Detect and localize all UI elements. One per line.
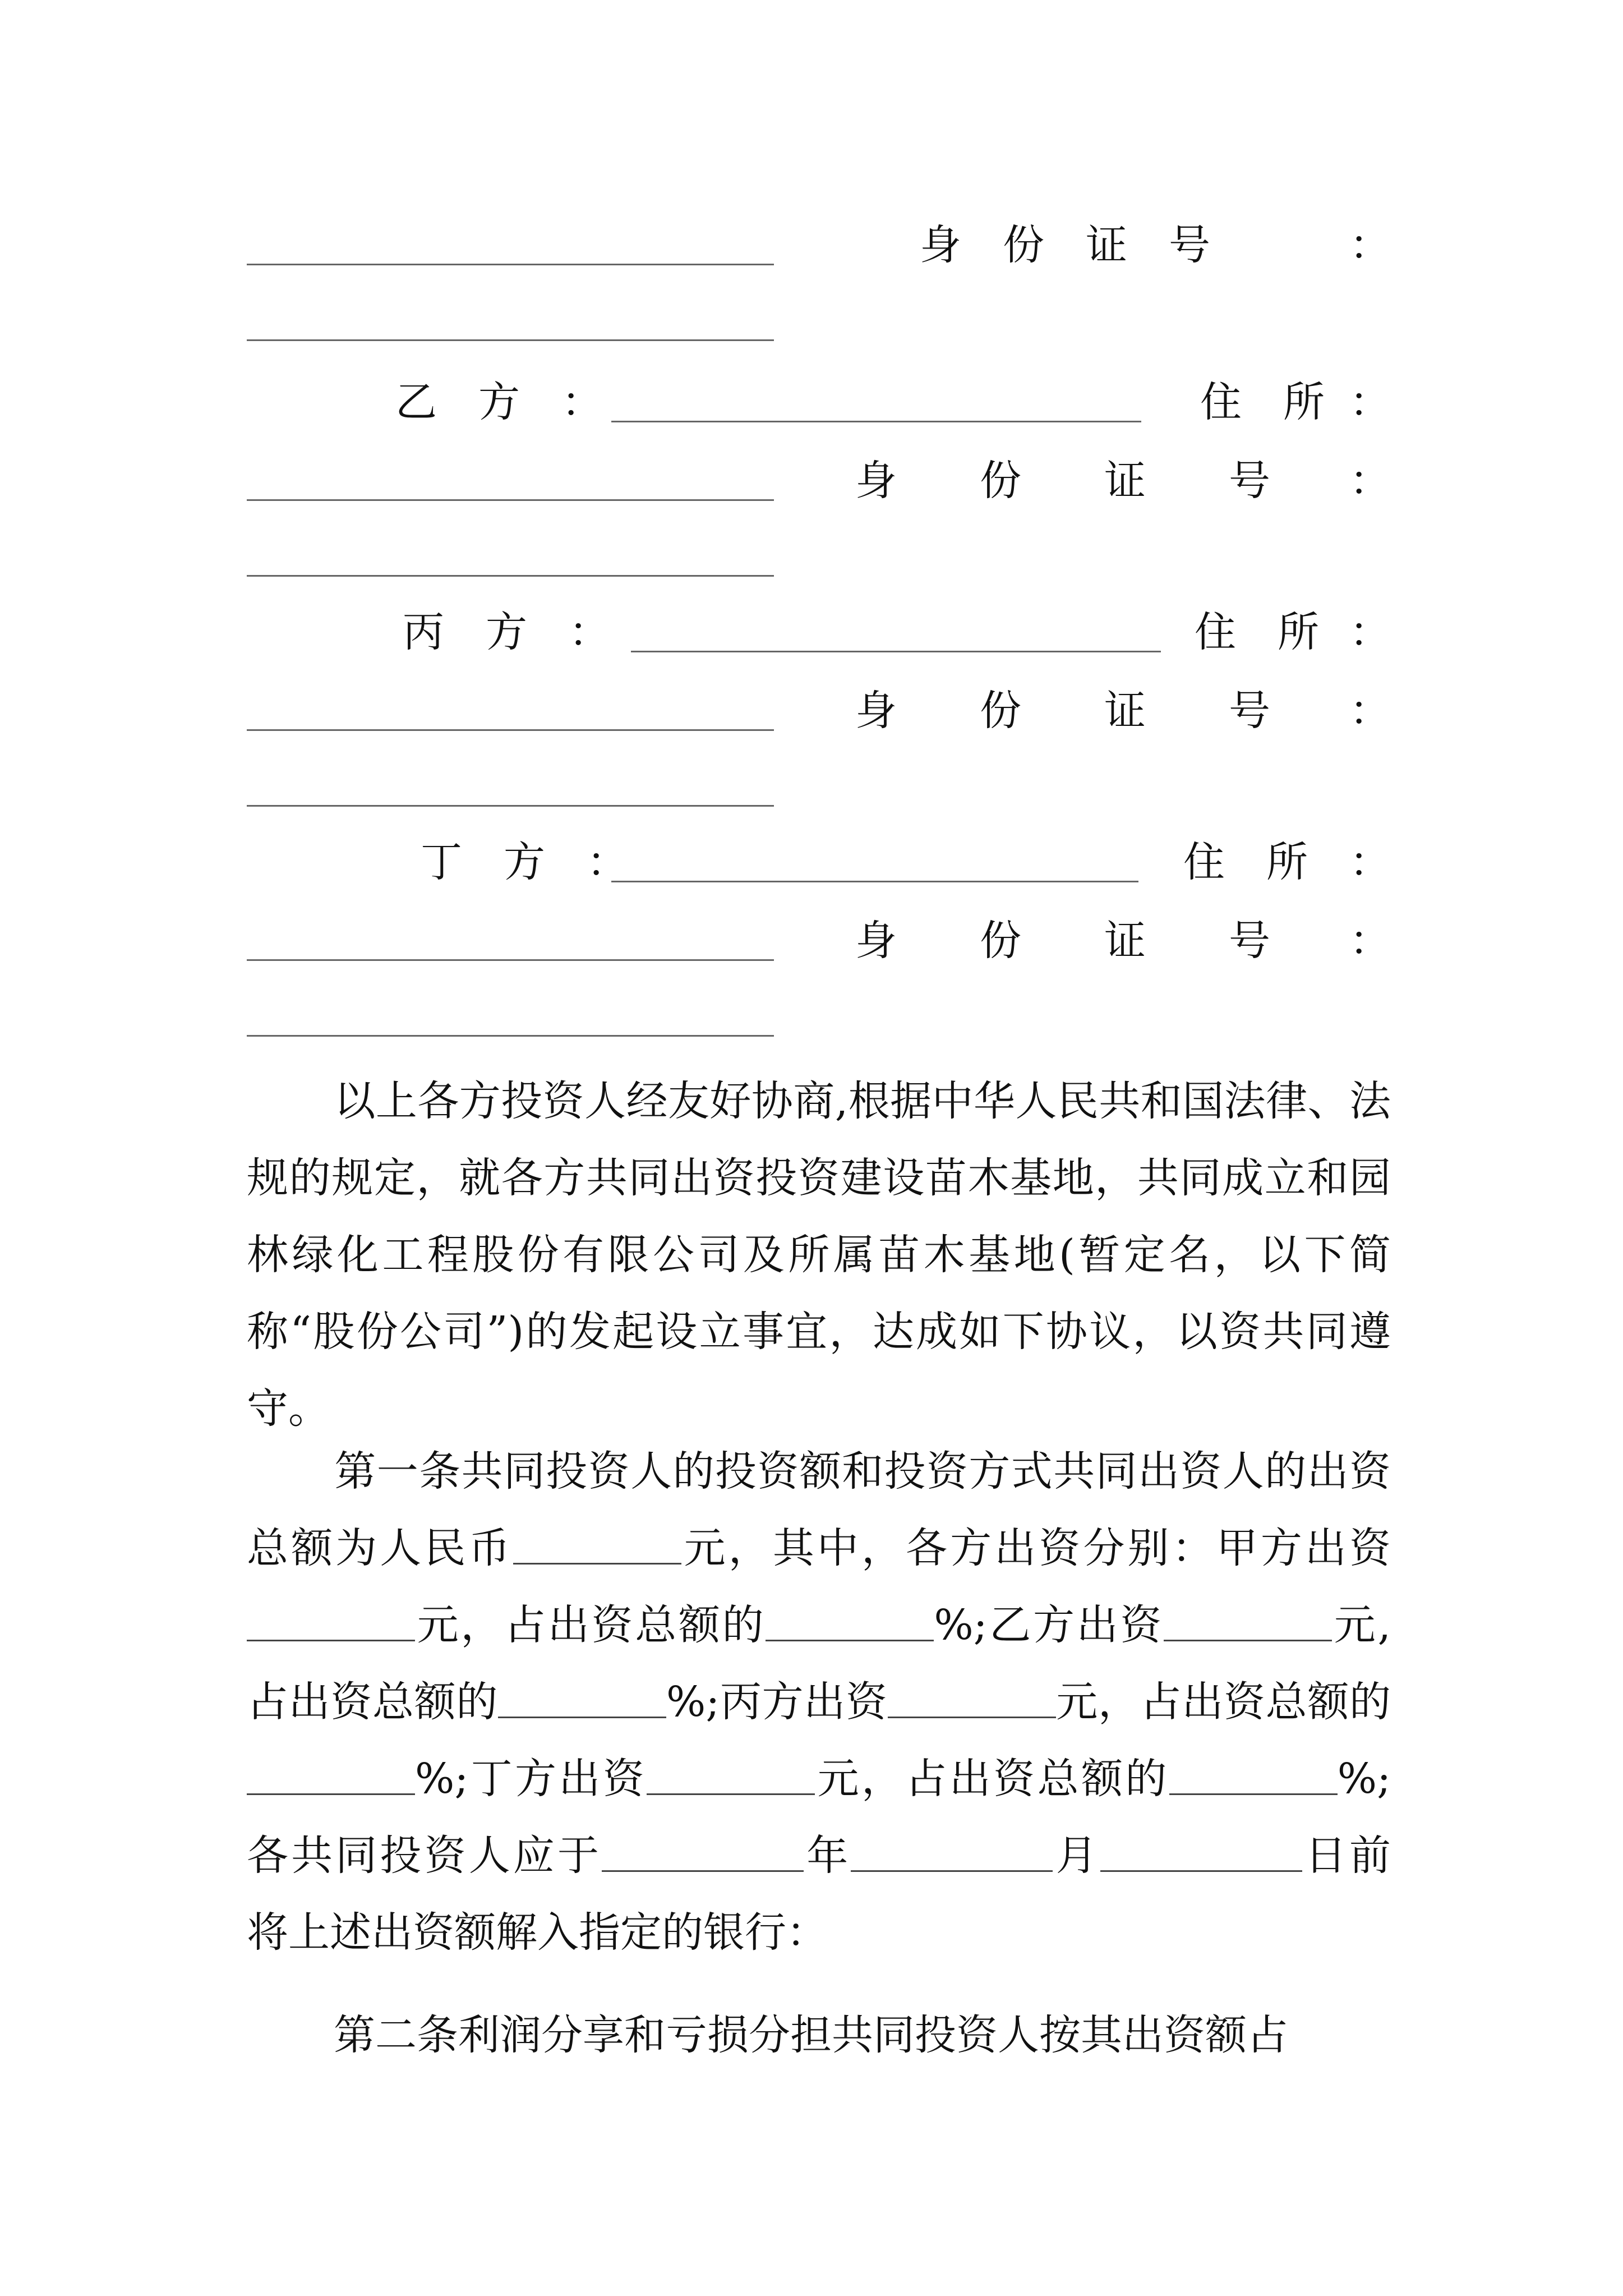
intro-paragraph: [247, 1063, 1391, 1447]
article-2-paragraph: [247, 1997, 1391, 2074]
party-d-address-label: 住 所: [1183, 838, 1308, 886]
party-b-label: 乙 方 ：: [395, 378, 603, 426]
party-b-address-colon: ：: [1349, 378, 1391, 426]
article-1-text-9: 元，占出资总额的: [815, 1755, 1169, 1803]
article-1-text-1: 第一条共同投资人的投资额和投资方式共同出资人的出资总额为人民币: [247, 1447, 1391, 1572]
day-blank[interactable]: [1100, 1831, 1302, 1872]
article-1-text-13: 日前将上述出资额解入指定的银行：: [247, 1832, 1391, 1957]
article-1-text-3: 元，占出资总额的: [415, 1601, 766, 1649]
party-a-id-label: 身 份 证 号: [920, 221, 1210, 269]
party-d-id-blank[interactable]: [247, 1035, 774, 1037]
party-d-name-blank[interactable]: [611, 881, 1138, 882]
party-a-id-colon: ：: [1349, 221, 1391, 269]
party-a-id-blank[interactable]: [247, 339, 774, 341]
article-1-text-12: 月: [1053, 1832, 1100, 1880]
party-b-id-label: 身 份 证 号: [855, 457, 1270, 505]
party-b-id-colon: ：: [1349, 457, 1391, 505]
party-c-address-blank[interactable]: [247, 729, 774, 731]
party-d-id-label: 身 份 证 号: [855, 917, 1270, 965]
party-c-address-label: 住 所: [1195, 608, 1319, 656]
party-a-amount-blank[interactable]: [247, 1600, 415, 1641]
party-d-amount-blank[interactable]: [647, 1754, 815, 1795]
party-a-address-blank[interactable]: [247, 264, 774, 265]
party-c-id-colon: ：: [1349, 687, 1391, 735]
party-d-label: 丁 方 ：: [421, 838, 628, 886]
total-amount-blank[interactable]: [513, 1524, 681, 1565]
year-blank[interactable]: [602, 1831, 804, 1872]
article-1-text-4: %;乙方出资: [934, 1601, 1164, 1649]
party-b-name-blank[interactable]: [611, 421, 1141, 422]
party-c-percent-blank[interactable]: [247, 1754, 415, 1795]
article-1-text-11: 年: [804, 1832, 851, 1880]
party-c-id-label: 身 份 证 号: [855, 687, 1270, 735]
intro-text: 以上各方投资人经友好协商,根据中华人民共和国法律、法规的规定，就各方共同出资投资建设苗木基地，共同成立和园林绿化工程股份有限公司及所属苗木基地(暂定名，以下简称“股份公司”)的发起设立事宜，达成如下协议，以资共同遵守。: [247, 1077, 1391, 1433]
party-c-amount-blank[interactable]: [888, 1677, 1056, 1718]
article-1-text-10: %;各共同投资人应于: [247, 1755, 1391, 1880]
party-b-id-blank[interactable]: [247, 575, 774, 577]
article-1-text-6: %;丙方出资: [666, 1678, 888, 1726]
party-c-address-colon: ：: [1349, 608, 1391, 656]
party-c-name-blank[interactable]: [631, 651, 1161, 652]
party-d-address-blank[interactable]: [247, 959, 774, 961]
article-1-text-2: 元，其中，各方出资分别：甲方出资: [681, 1524, 1391, 1572]
article-2-text: 第二条利润分享和亏损分担共同投资人按其出资额占: [334, 2011, 1288, 2059]
party-b-percent-blank[interactable]: [498, 1677, 666, 1718]
party-b-amount-blank[interactable]: [1164, 1600, 1332, 1641]
article-1-text-8: %;丁方出资: [415, 1755, 647, 1803]
party-b-address-label: 住 所: [1200, 378, 1325, 426]
party-d-percent-blank[interactable]: [1169, 1754, 1338, 1795]
party-a-percent-blank[interactable]: [766, 1600, 934, 1641]
article-1-paragraph: [247, 1433, 1391, 1971]
party-d-id-colon: ：: [1349, 917, 1391, 965]
article-1-text-5: 元,占出资总额的: [247, 1601, 1391, 1726]
month-blank[interactable]: [851, 1831, 1053, 1872]
party-c-id-blank[interactable]: [247, 805, 774, 807]
article-1-text-7: 元，占出资总额的: [1055, 1678, 1391, 1726]
party-b-address-blank[interactable]: [247, 499, 774, 501]
party-d-address-colon: ：: [1349, 838, 1391, 886]
party-c-label: 丙 方 ：: [403, 608, 610, 656]
